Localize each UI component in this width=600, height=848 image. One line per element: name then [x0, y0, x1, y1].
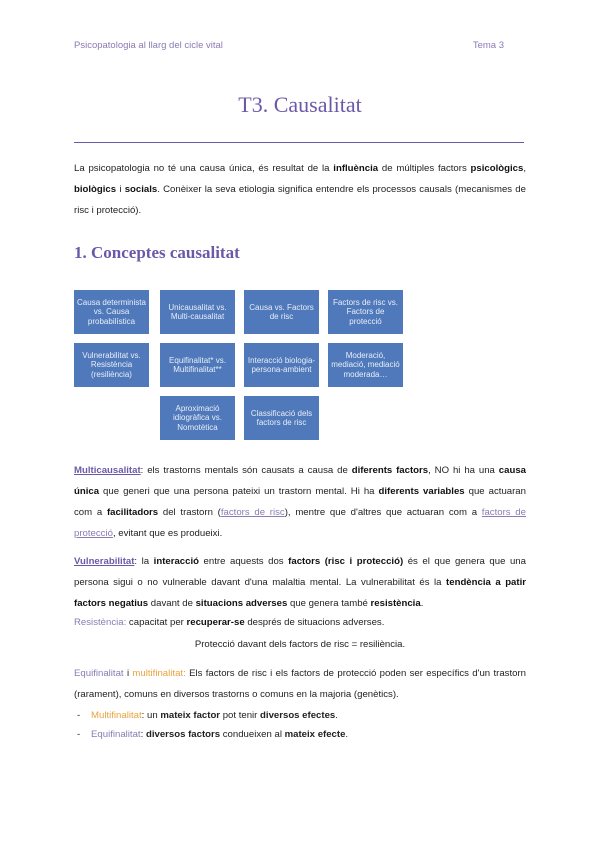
- vulnerability-paragraph: Vulnerabilitat: la interacció entre aquests dos factors (risc i protecció) és el que genera que una persona sigui o no vulnerable davant d'una malaltia mental. La vulnerabilitat és la tendència a patir factors negatius davant de situacions adverses que genera també resistència.: [74, 556, 526, 609]
- list-item-multifinality: - Multifinalitat: un mateix factor pot tenir diversos efectes.: [77, 710, 338, 721]
- link-protection-factors[interactable]: factors de protecció: [74, 507, 526, 539]
- concept-box: Moderació, mediació, mediació moderada…: [328, 343, 403, 387]
- concept-box: Vulnerabilitat vs. Resistència (resiliència): [74, 343, 149, 387]
- concept-box: Causa determinista vs. Causa probabilística: [74, 290, 149, 334]
- intro-paragraph: La psicopatologia no té una causa única, és resultat de la influència de múltiples factors psicològics, biològics i socials. Conèixer la seva etiologia significa entendre els processos causals (mecanismes de risc i protecció).: [74, 163, 526, 216]
- concept-box: Unicausalitat vs. Multi-causalitat: [160, 290, 235, 334]
- resilience-definition: Protecció davant dels factors de risc = resiliència.: [194, 639, 406, 650]
- list-item-equifinality: - Equifinalitat: diversos factors condueixen al mateix efecte.: [77, 729, 349, 740]
- concept-box: Interacció biologia-persona-ambient: [244, 343, 319, 387]
- page-title: T3. Causalitat: [238, 92, 362, 117]
- concept-box: Aproximació idiogràfica vs. Nomotètica: [160, 396, 235, 440]
- concept-box: Factors de risc vs. Factors de protecció: [328, 290, 403, 334]
- title-divider: [74, 142, 524, 143]
- page-header: [74, 40, 504, 51]
- section-heading-concepts: 1. Conceptes causalitat: [74, 243, 240, 262]
- header-topic: Tema 3: [472, 40, 504, 51]
- multicausality-paragraph: Multicausalitat: els trastorns mentals són causats a causa de diferents factors, NO hi ha una causa única que generi que una persona pateixi un trastorn mental. Hi ha diferents variables que actuaran com a facilitadors del trastorn (factors de risc), mentre que d'altres que actuaran com a factors de protecció, evitant que es produeixi.: [74, 465, 526, 539]
- concept-box: Causa vs. Factors de risc: [244, 290, 319, 334]
- concept-box: Equifinalitat* vs. Multifinalitat**: [160, 343, 235, 387]
- link-risk-factors[interactable]: factors de risc: [220, 507, 285, 518]
- equifinality-paragraph: Equifinalitat i multifinalitat: Els factors de risc i els factors de protecció poden ser específics d'un trastorn (rarament), comuns en diversos trastorns o comuns en la majoria (genètics).: [74, 668, 526, 700]
- concepts-diagram: [74, 290, 410, 440]
- resistance-paragraph: Resistència: capacitat per recuperar-se després de situacions adverses.: [74, 617, 385, 628]
- header-course: Psicopatologia al llarg del cicle vital: [74, 40, 223, 51]
- concept-box: Classificació dels factors de risc: [244, 396, 319, 440]
